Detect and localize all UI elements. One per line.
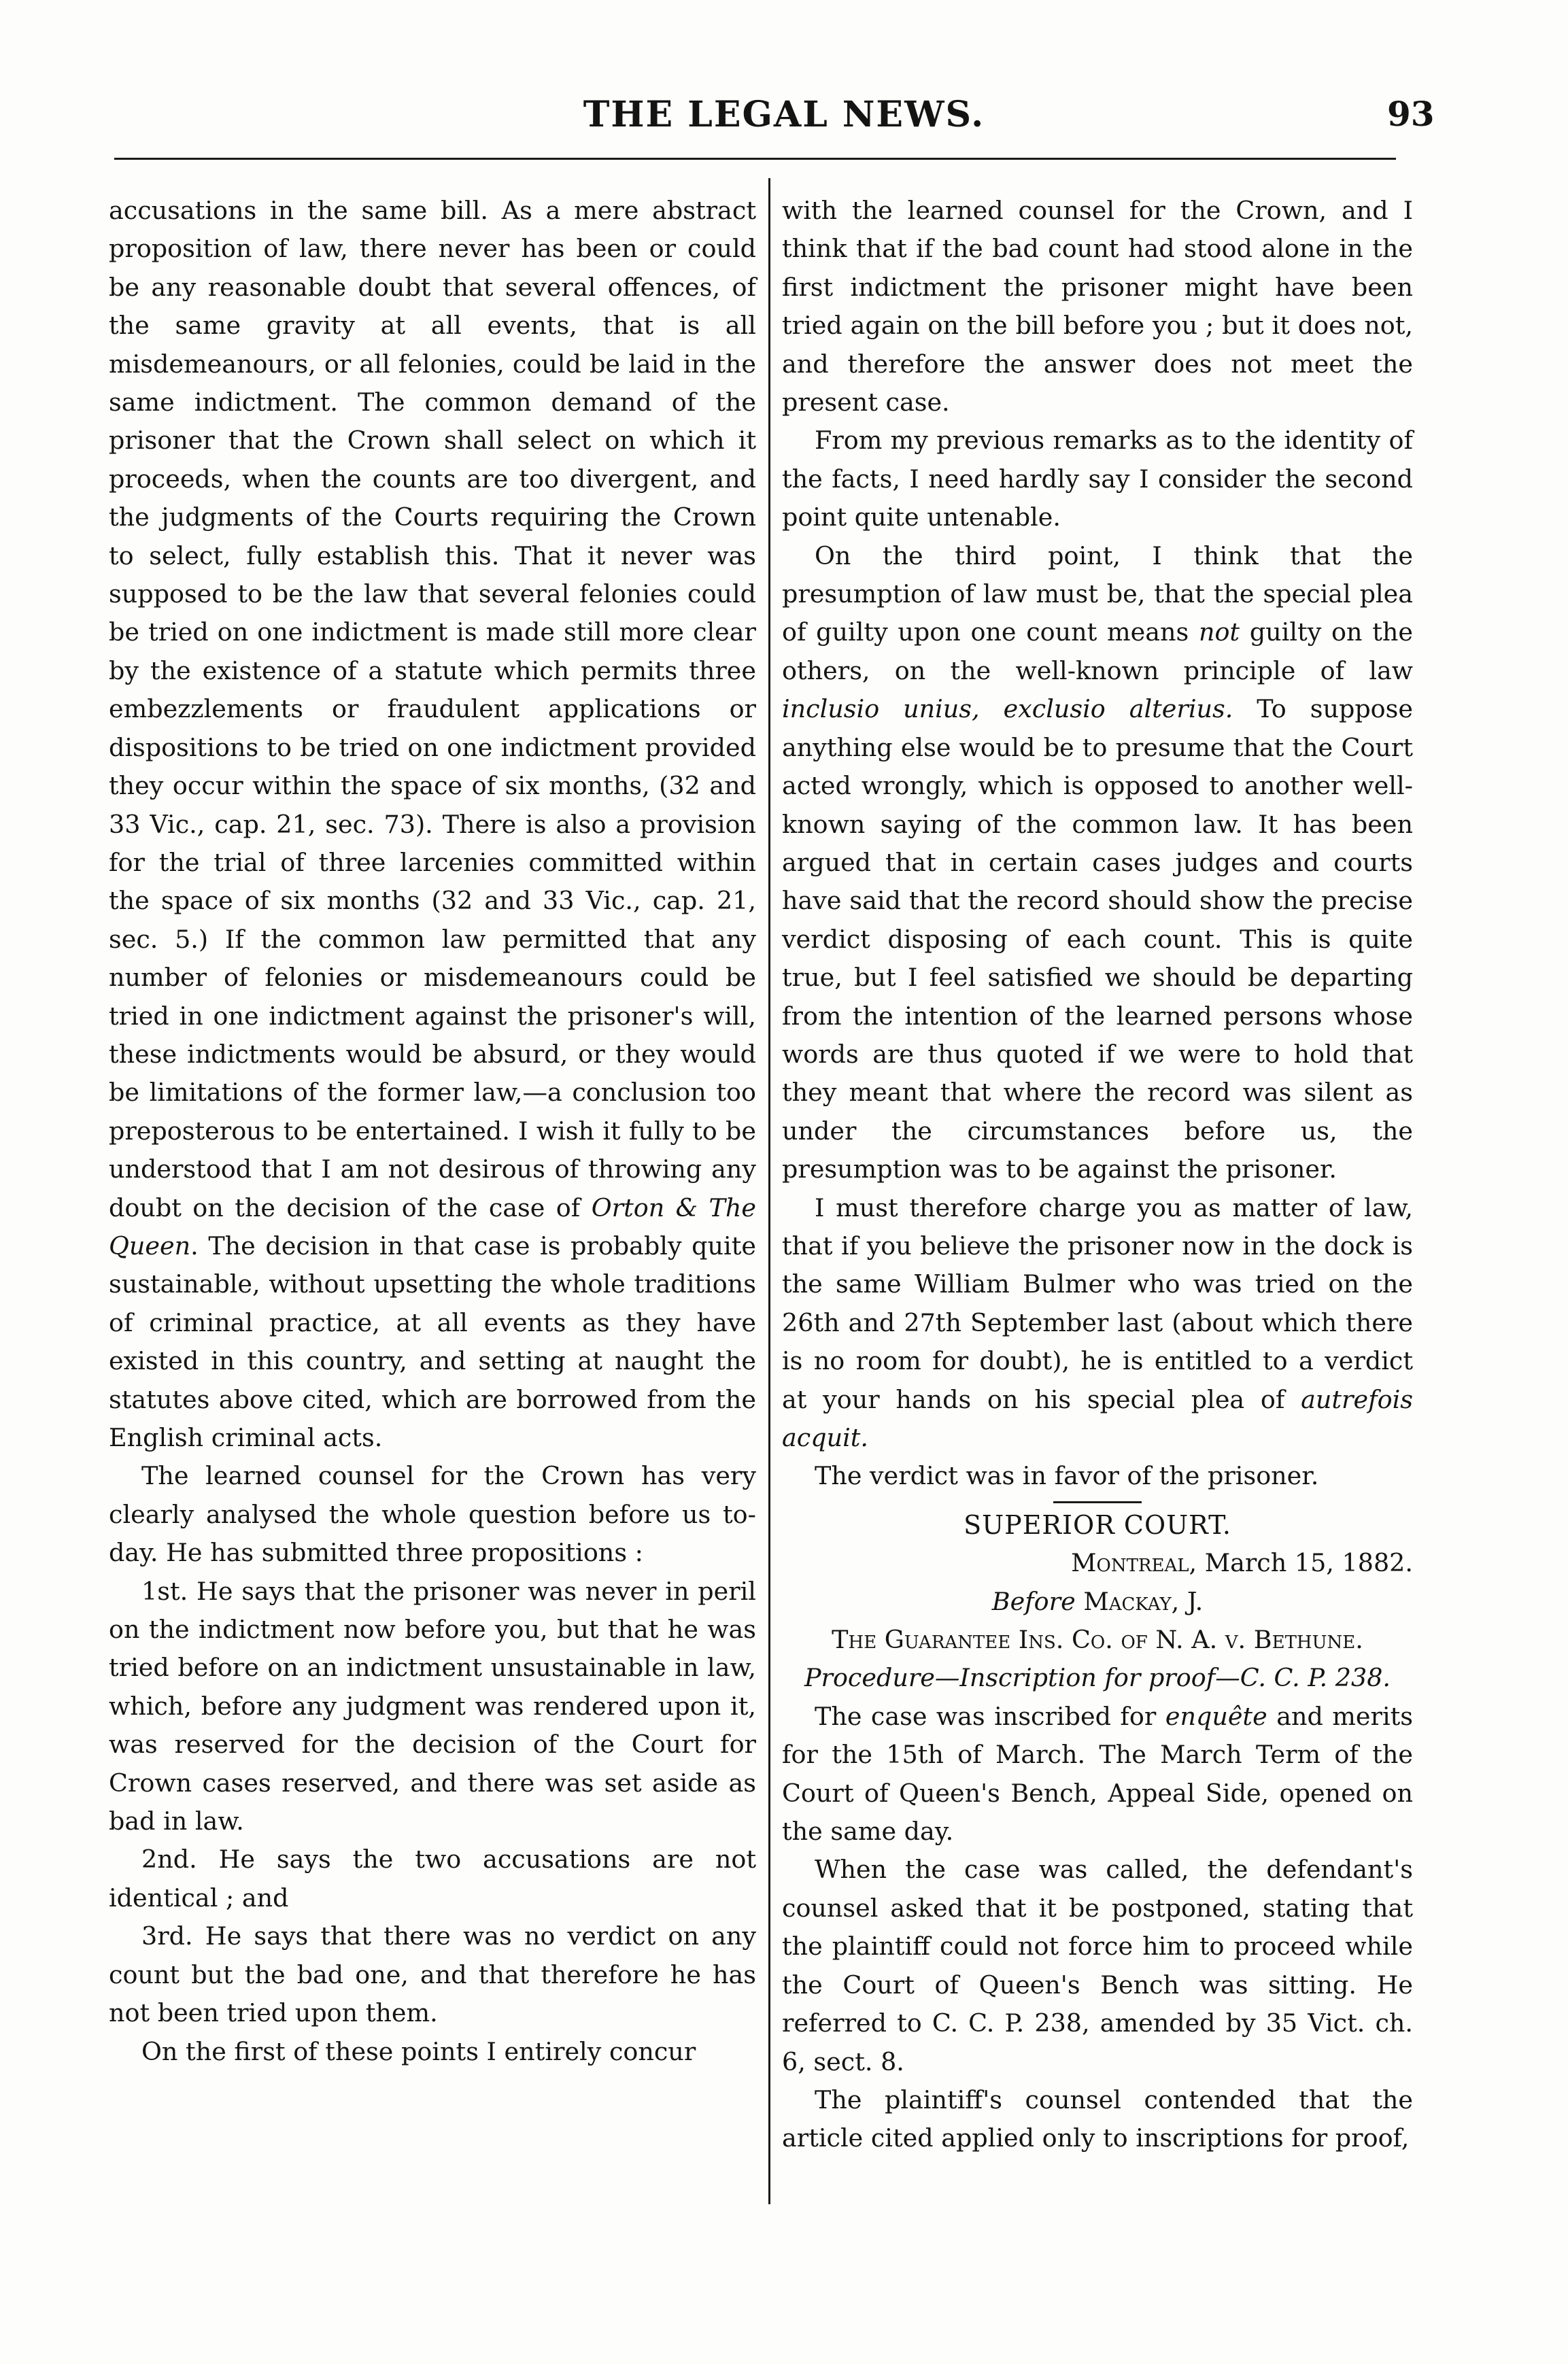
dateline-place: Montreal,	[1071, 1548, 1197, 1578]
paragraph-text: and merits for the 15th of March. The March Term of the Court of Queen's Bench, Appeal Side, opened on the same day.	[782, 1701, 1414, 1847]
latin-maxim: inclusio unius, exclusio alterius.	[782, 694, 1233, 724]
paragraph	[782, 1698, 1413, 1851]
case-name: Orton & The Queen	[109, 1193, 756, 1261]
paragraph: 3rd. He says that there was no verdict on any count but the bad one, and that therefore he has not been tried upon them.	[109, 1921, 756, 2028]
paragraph-text: guilty on the others, on the well-known principle of law	[782, 617, 1413, 685]
running-header-title: THE LEGAL NEWS.	[583, 94, 985, 135]
paragraph: The plaintiff's counsel contended that the article cited applied only to inscriptions for proof,	[782, 2085, 1413, 2153]
case-subject	[782, 1659, 1413, 1697]
section-rule	[1053, 1501, 1142, 1503]
paragraph	[109, 192, 756, 1457]
paragraph-text: On the third point, I think that the presumption of law must be, that the special plea of guilty upon one count means	[782, 541, 1413, 647]
column-divider	[768, 178, 770, 2204]
paragraph-text: To suppose anything else would be to presume that the Court acted wrongly, which is opposed to another well-known saying of the common law. It has been argued that in certain cases judges and courts have said that the record should show the precise verdict disposing of each count. This is quite true, but I feel satisfied we should be departing from the intention of the learned persons whose words are thus quoted if we were to hold that they meant that where the record was silent as under the circumstances before us, the presumption was to be against the prisoner.	[782, 694, 1413, 1184]
emphasis: enquête	[1165, 1701, 1267, 1731]
section-heading: SUPERIOR COURT.	[964, 1509, 1231, 1540]
paragraph: On the first of these points I entirely concur	[141, 2036, 696, 2066]
before-label: Before	[991, 1586, 1076, 1616]
paragraph-text: I must therefore charge you as matter of law, that if you believe the prisoner now in the dock is the same William Bulmer who was tried on the 26th and 27th September last (about which there is no room for doubt), he is entitled to a verdict at your hands on his special plea of	[782, 1193, 1413, 1414]
paragraph: with the learned counsel for the Crown, and I think that if the bad count had stood alone in the first indictment the prisoner might have been tried again on the bill before you ; but it does not, and therefore the answer does not meet the present case.	[782, 196, 1413, 417]
paragraph	[782, 537, 1413, 1189]
paragraph: 1st. He says that the prisoner was never in peril on the indictment now before you, but that he was tried before on an indictment unsustainable in law, which, before any judgment was rendered upon it, was reserved for the decision of the Court for Crown cases reserved, and there was set aside as bad in law.	[109, 1576, 756, 1836]
case-title: The Guarantee Ins. Co. of N. A. v. Bethune.	[832, 1625, 1363, 1655]
page-number: 93	[1387, 94, 1435, 134]
paragraph: 2nd. He says the two accusations are not identical ; and	[109, 1845, 756, 1913]
court-before	[782, 1583, 1413, 1621]
dateline	[782, 1544, 1413, 1582]
paragraph-text: accusations in the same bill. As a mere abstract proposition of law, there never has been or could be any reasonable doubt that several offences, of the same gravity at all events, that is all misdemeanours, or all felonies, could be laid in the same indictment. The common demand of the prisoner that the Crown shall select on which it proceeds, when the counts are too divergent, and the judgments of the Courts requiring the Crown to select, fully establish this. That it never was supposed to be the law that several felonies could be tried on one indictment is made still more clear by the existence of a statute which permits three embezzlements or fraudulent applications or dispositions to be tried on one indictment provided they occur within the space of six months, (32 and 33 Vic., cap. 21, sec. 73). There is also a provision for the trial of three larcenies committed within the space of six months (32 and 33 Vic., cap. 21, sec. 5.) If the common law permitted that any number of felonies or misdemeanours could be tried in one indictment against the prisoner's will, these indictments would be absurd, or they would be limitations of the former law,—a conclusion too preposterous to be entertained. I wish it fully to be understood that I am not desirous of throwing any doubt on the decision of the case of	[109, 196, 756, 1222]
right-column	[782, 192, 1413, 2158]
paragraph: When the case was called, the defendant's counsel asked that it be postponed, stating that the plaintiff could not force him to proceed while the Court of Queen's Bench was sitting. He referred to C. C. P. 238, amended by 35 Vict. ch. 6, sect. 8.	[782, 1855, 1413, 2076]
paragraph-text: The case was inscribed for	[815, 1701, 1157, 1731]
case-subject-text: Procedure—Inscription for proof—C. C. P. 238.	[804, 1663, 1391, 1693]
dateline-date: March 15, 1882.	[1204, 1548, 1413, 1578]
paragraph: From my previous remarks as to the identity of the facts, I need hardly say I consider the second point quite untenable.	[782, 426, 1413, 532]
emphasis: not	[1198, 617, 1240, 647]
paragraph	[782, 1189, 1413, 1458]
paragraph: The learned counsel for the Crown has very clearly analysed the whole question before us to-day. He has submitted three propositions :	[109, 1461, 756, 1568]
left-column	[109, 192, 756, 2071]
paragraph-text: . The decision in that case is probably quite sustainable, without upsetting the whole traditions of criminal practice, at all events as they have existed in this country, and setting at naught the statutes above cited, which are borrowed from the English criminal acts.	[109, 1231, 756, 1452]
judge-name: Mackay, J.	[1083, 1586, 1204, 1616]
plea-name: autrefois acquit.	[782, 1384, 1413, 1452]
paragraph: The verdict was in favor of the prisoner.	[815, 1461, 1319, 1491]
header-rule	[114, 158, 1396, 160]
